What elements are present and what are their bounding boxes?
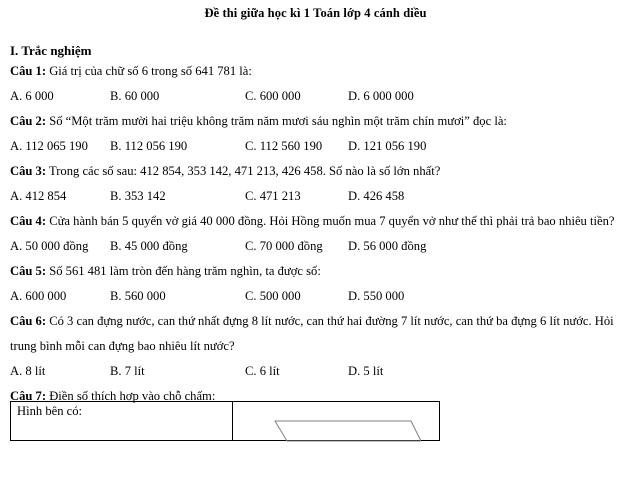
question-label: Câu 3: (10, 164, 47, 178)
question-text (10, 159, 623, 184)
option-b[interactable]: B. 45 000 đồng (110, 239, 188, 253)
option-a[interactable]: A. 600 000 (10, 289, 67, 303)
question-body: Số “Một trăm mười hai triệu không trăm năm mươi sáu nghìn một trăm chín mươi” đọc là: (46, 114, 507, 128)
question-label: Câu 6: (10, 314, 47, 328)
table-row (11, 402, 440, 441)
question-body: Điền số thích hợp vào chỗ chấm: (46, 389, 216, 403)
question-text (10, 259, 623, 284)
option-c[interactable]: C. 500 000 (245, 289, 301, 303)
option-row (10, 84, 623, 109)
quadrilateral-icon (271, 419, 421, 479)
question-item (10, 59, 623, 109)
option-c[interactable]: C. 6 lít (245, 364, 280, 378)
question-text (10, 209, 623, 234)
option-d[interactable]: D. 5 lít (348, 364, 384, 378)
option-a[interactable]: A. 50 000 đồng (10, 239, 89, 253)
option-b[interactable]: B. 353 142 (110, 189, 166, 203)
option-c[interactable]: C. 600 000 (245, 89, 301, 103)
option-a[interactable]: A. 112 065 190 (10, 139, 88, 153)
option-b[interactable]: B. 7 lít (110, 364, 145, 378)
option-row (10, 234, 623, 259)
option-b[interactable]: B. 560 000 (110, 289, 166, 303)
section-heading: I. Trắc nghiệm (10, 43, 92, 58)
question-text (10, 59, 623, 84)
figure-table (10, 401, 440, 441)
option-d[interactable]: D. 426 458 (348, 189, 405, 203)
option-d[interactable]: D. 550 000 (348, 289, 405, 303)
option-row (10, 134, 623, 159)
question-item (10, 309, 623, 384)
question-label: Câu 1: (10, 64, 47, 78)
option-c[interactable]: C. 112 560 190 (245, 139, 323, 153)
question-body: Có 3 can đựng nước, can thứ nhất đựng 8 lít nước, can thứ hai đường 7 lít nước, can thứ ba đựng 6 lít nước. Hỏi trung bình mỗi can đựng bao nhiêu lít nước? (10, 314, 614, 353)
question-body: Cửa hành bán 5 quyển vở giá 40 000 đồng. Hỏi Hồng muốn mua 7 quyển vở như thế thì phải trả bao nhiêu tiền? (46, 214, 615, 228)
option-b[interactable]: B. 112 056 190 (110, 139, 188, 153)
option-row (10, 184, 623, 209)
option-d[interactable]: D. 6 000 000 (348, 89, 414, 103)
question-list (10, 59, 623, 409)
question-label: Câu 7: (10, 389, 47, 403)
option-row (10, 284, 623, 309)
question-text (10, 309, 623, 359)
question-label: Câu 4: (10, 214, 47, 228)
figure-table-right-cell (232, 402, 439, 441)
question-label: Câu 5: (10, 264, 47, 278)
option-d[interactable]: D. 121 056 190 (348, 139, 427, 153)
question-text (10, 109, 623, 134)
question-item (10, 109, 623, 159)
option-a[interactable]: A. 412 854 (10, 189, 67, 203)
question-item (10, 259, 623, 309)
option-c[interactable]: C. 471 213 (245, 189, 301, 203)
option-row (10, 359, 623, 384)
quadrilateral-shape (271, 419, 421, 479)
option-d[interactable]: D. 56 000 đồng (348, 239, 427, 253)
option-b[interactable]: B. 60 000 (110, 89, 160, 103)
question-label: Câu 2: (10, 114, 47, 128)
question-item (10, 209, 623, 259)
option-c[interactable]: C. 70 000 đồng (245, 239, 323, 253)
question-body: Giá trị của chữ số 6 trong số 641 781 là: (46, 64, 252, 78)
question-item (10, 159, 623, 209)
question-body: Trong các số sau: 412 854, 353 142, 471 213, 426 458. Số nào là số lớn nhất? (46, 164, 441, 178)
page-title: Đề thi giữa học kì 1 Toán lớp 4 cánh diều (204, 6, 427, 20)
figure-table-left-cell: Hình bên có: (11, 402, 233, 441)
question-body: Số 561 481 làm tròn đến hàng trăm nghìn, ta được số: (46, 264, 321, 278)
option-a[interactable]: A. 6 000 (10, 89, 54, 103)
option-a[interactable]: A. 8 lít (10, 364, 46, 378)
